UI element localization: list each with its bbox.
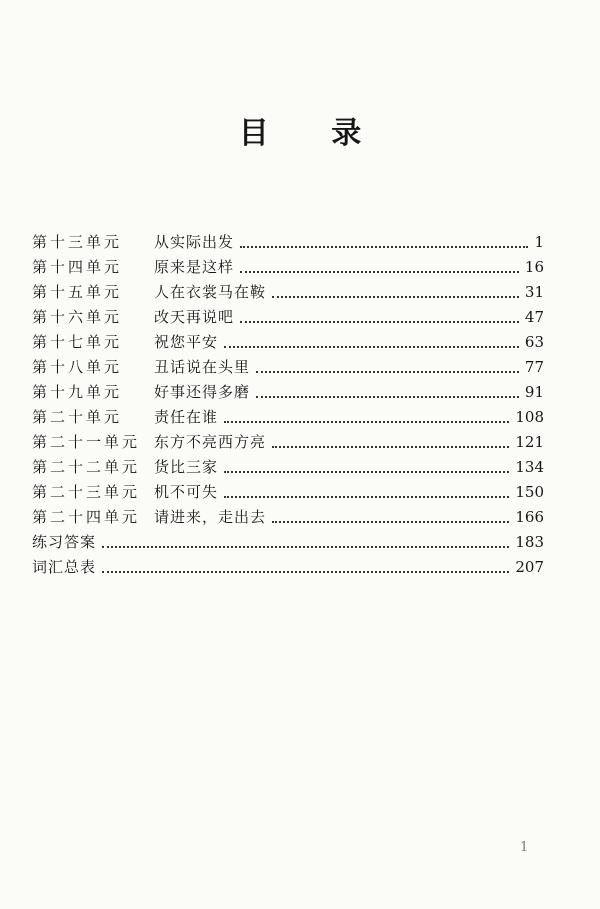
toc-leader	[256, 371, 519, 373]
toc-leader	[240, 321, 519, 323]
toc-page-number: 63	[524, 333, 544, 351]
toc-unit: 第二十二单元	[32, 458, 141, 476]
toc-unit: 第十九单元	[32, 383, 123, 401]
toc-page-number: 16	[524, 258, 544, 276]
toc-unit: 第十七单元	[32, 333, 123, 351]
toc-entry[interactable]	[32, 505, 544, 530]
toc-title: 祝您平安	[154, 333, 219, 351]
toc-page-number: 31	[524, 283, 544, 301]
toc-entry[interactable]	[32, 455, 544, 480]
toc-page-number: 1	[534, 233, 544, 251]
toc-leader	[240, 271, 519, 273]
toc-title: 东方不亮西方亮	[154, 433, 267, 451]
toc-page-number: 150	[515, 483, 544, 501]
toc-leader	[224, 471, 509, 473]
toc-unit: 第十八单元	[32, 358, 123, 376]
toc-leader	[224, 346, 519, 348]
toc-title: 人在衣裳马在鞍	[154, 283, 267, 301]
toc-leader	[224, 496, 509, 498]
toc-entry[interactable]	[32, 430, 544, 455]
toc-leader	[272, 296, 519, 298]
toc-title: 丑话说在头里	[154, 358, 251, 376]
page-title: 目 录	[238, 116, 388, 151]
toc-page-number: 121	[515, 433, 544, 451]
toc-unit: 第二十三单元	[32, 483, 141, 501]
toc-page-number: 47	[524, 308, 544, 326]
toc-entry[interactable]	[32, 305, 544, 330]
toc-entry[interactable]	[32, 530, 544, 555]
toc-unit: 第十六单元	[32, 308, 123, 326]
toc-title: 练习答案	[32, 533, 97, 551]
toc-leader	[240, 246, 528, 248]
toc-entry[interactable]	[32, 255, 544, 280]
toc-title: 机不可失	[154, 483, 219, 501]
toc-page-number: 166	[515, 508, 544, 526]
toc-entry[interactable]	[32, 405, 544, 430]
toc-title: 货比三家	[154, 458, 219, 476]
toc-entry[interactable]	[32, 555, 544, 580]
toc-title: 请进来，走出去	[154, 508, 267, 526]
toc-unit: 第十四单元	[32, 258, 123, 276]
toc-title: 好事还得多磨	[154, 383, 251, 401]
toc-title: 改天再说吧	[154, 308, 235, 326]
table-of-contents	[32, 230, 544, 580]
toc-title: 原来是这样	[154, 258, 235, 276]
toc-unit: 第十三单元	[32, 233, 123, 251]
toc-page-number: 183	[515, 533, 544, 551]
toc-leader	[102, 546, 509, 548]
toc-leader	[224, 421, 509, 423]
toc-title: 责任在谁	[154, 408, 219, 426]
toc-entry[interactable]	[32, 480, 544, 505]
toc-entry[interactable]	[32, 280, 544, 305]
toc-page-number: 134	[515, 458, 544, 476]
toc-title: 词汇总表	[32, 558, 97, 576]
toc-leader	[272, 521, 509, 523]
toc-page-number: 91	[524, 383, 544, 401]
toc-leader	[256, 396, 519, 398]
toc-unit: 第二十四单元	[32, 508, 141, 526]
toc-leader	[272, 446, 509, 448]
toc-unit: 第十五单元	[32, 283, 123, 301]
toc-unit: 第二十一单元	[32, 433, 141, 451]
toc-page-number: 108	[515, 408, 544, 426]
toc-page-number: 207	[515, 558, 544, 576]
toc-entry[interactable]	[32, 330, 544, 355]
toc-entry[interactable]	[32, 230, 544, 255]
toc-entry[interactable]	[32, 355, 544, 380]
toc-page-number: 77	[524, 358, 544, 376]
toc-leader	[102, 571, 509, 573]
page-folio: 1	[520, 840, 529, 855]
toc-title: 从实际出发	[154, 233, 235, 251]
toc-entry[interactable]	[32, 380, 544, 405]
toc-unit: 第二十单元	[32, 408, 123, 426]
